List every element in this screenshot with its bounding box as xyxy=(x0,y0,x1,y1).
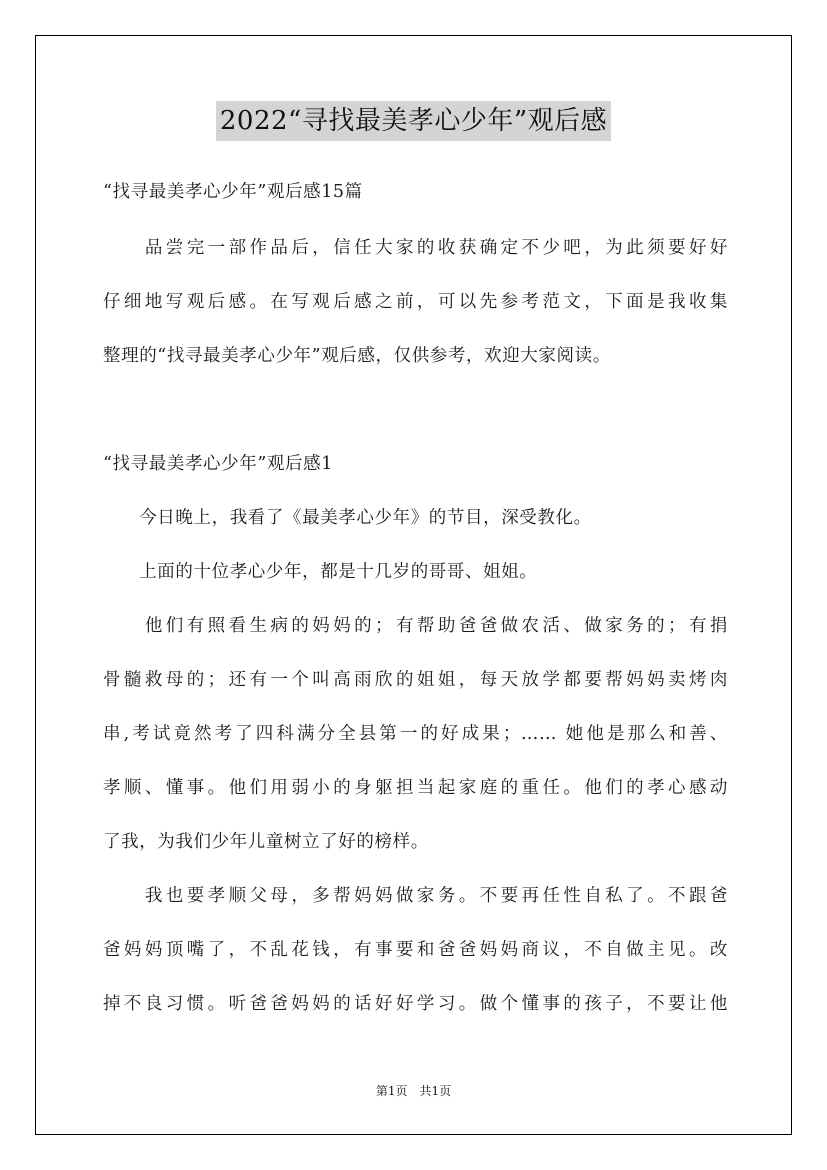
document-title-wrap xyxy=(0,101,827,141)
body-line-4: 骨髓救母的；还有一个叫高雨欣的姐姐，每天放学都要帮妈妈卖烤肉 xyxy=(103,670,728,690)
subtitle-line: “找寻最美孝心少年”观后感15篇 xyxy=(103,182,363,202)
body-line-8: 我也要孝顺父母，多帮妈妈做家务。不要再任性自私了。不跟爸 xyxy=(103,886,728,906)
body-line-10: 掉不良习惯。听爸爸妈妈的话好好学习。做个懂事的孩子，不要让他 xyxy=(103,994,728,1014)
body-line-2: 上面的十位孝心少年，都是十几岁的哥哥、姐姐。 xyxy=(103,562,538,582)
intro-line-1: 品尝完一部作品后，信任大家的收获确定不少吧，为此须要好好 xyxy=(103,238,728,258)
document-title: 2022“寻找最美孝心少年”观后感 xyxy=(216,101,611,141)
body-line-9: 爸妈妈顶嘴了，不乱花钱，有事要和爸爸妈妈商议，不自做主见。改 xyxy=(103,940,728,960)
body-line-3: 他们有照看生病的妈妈的；有帮助爸爸做农活、做家务的；有捐 xyxy=(103,616,728,636)
body-line-6: 孝顺、懂事。他们用弱小的身躯担当起家庭的重任。他们的孝心感动 xyxy=(103,778,728,798)
page-footer: 第1页 共1页 xyxy=(375,1084,452,1098)
section-heading: “找寻最美孝心少年”观后感1 xyxy=(103,454,333,474)
intro-line-3: 整理的“找寻最美孝心少年”观后感，仅供参考，欢迎大家阅读。 xyxy=(103,346,611,366)
body-line-1: 今日晚上，我看了《最美孝心少年》的节目，深受教化。 xyxy=(103,508,592,528)
body-line-5: 串,考试竟然考了四科满分全县第一的好成果；…… 她他是那么和善、 xyxy=(103,724,728,744)
body-line-7: 了我，为我们少年儿童树立了好的榜样。 xyxy=(103,832,429,852)
intro-line-2: 仔细地写观后感。在写观后感之前，可以先参考范文，下面是我收集 xyxy=(103,292,728,312)
